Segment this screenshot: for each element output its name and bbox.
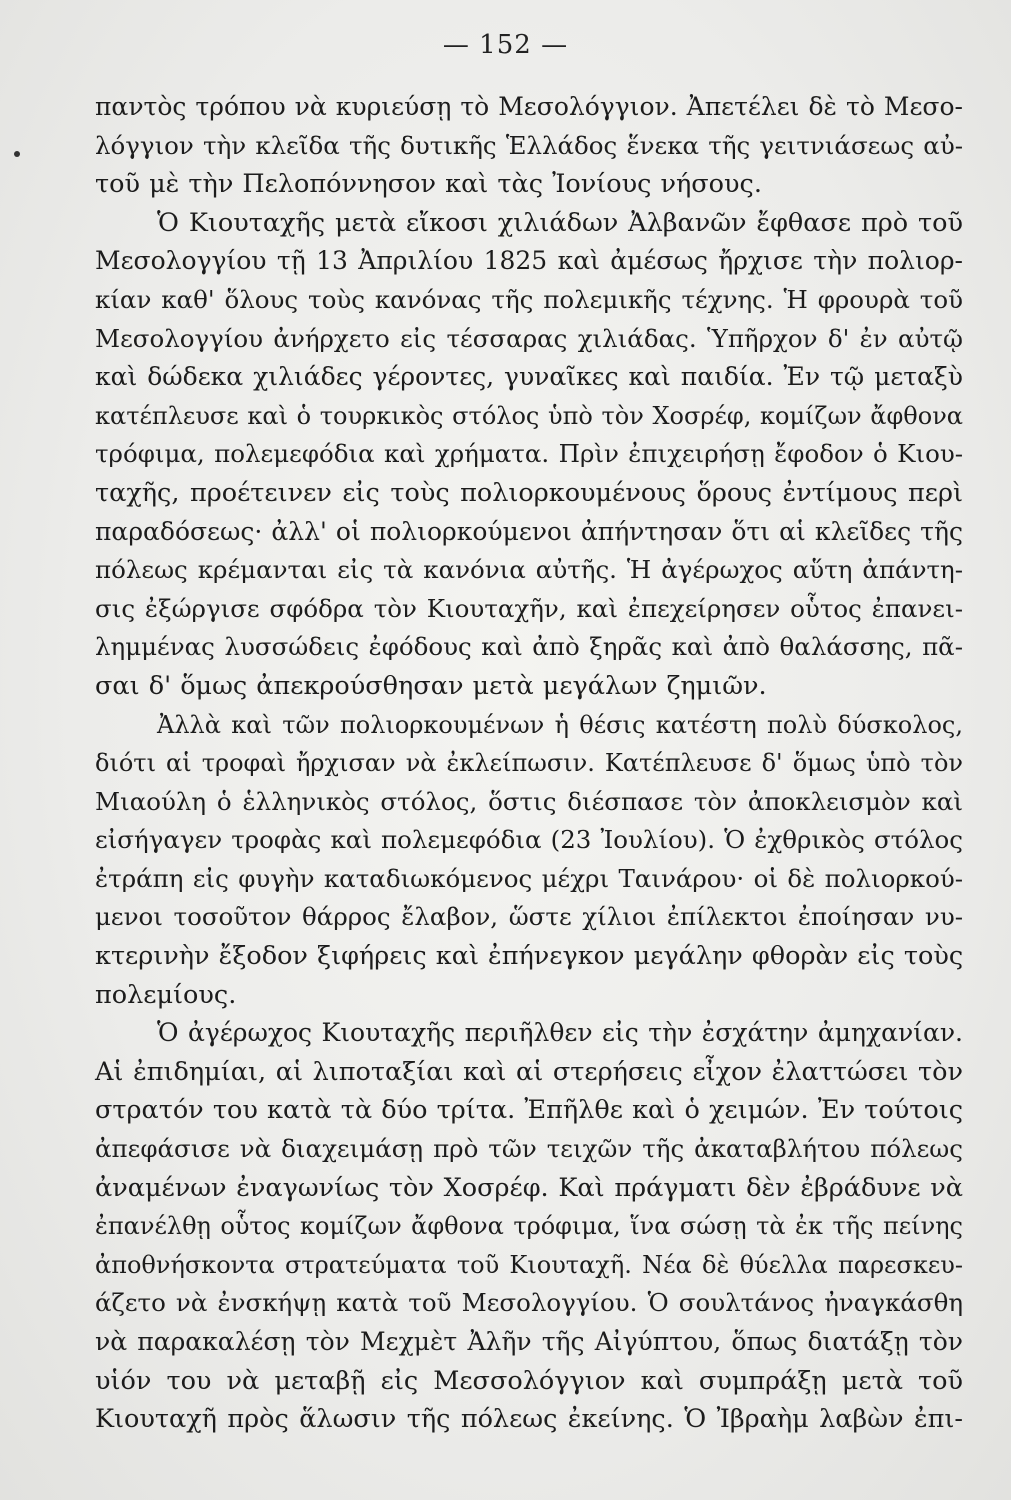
text-line: νὰ παρακαλέσῃ τὸν Μεχμὲτ Ἀλῆν τῆς Αἰγύπτου, ὅπως διατάξῃ τὸν	[95, 1327, 963, 1356]
text-line: Μιαούλη ὁ ἑλληνικὸς στόλος, ὅστις διέσπασε τὸν ἀποκλεισμὸν καὶ	[95, 786, 963, 816]
text-line: Ὁ Κιουταχῆς μετὰ εἴκοσι χιλιάδων Ἀλβανῶν ἔφθασε πρὸ τοῦ	[157, 207, 963, 238]
text-line: Αἱ ἐπιδημίαι, αἱ λιποταξίαι καὶ αἱ στερήσεις εἶχον ἐλαττώσει τὸν	[95, 1056, 963, 1087]
body-text	[95, 88, 963, 1439]
text-line: στρατόν του κατὰ τὰ δύο τρίτα. Ἐπῆλθε καὶ ὁ χειμών. Ἐν τούτοις	[95, 1095, 963, 1126]
text-line: πόλεως κρέμανται εἰς τὰ κανόνια αὐτῆς. Ἡ ἀγέρωχος αὕτη ἀπάντη-	[95, 555, 963, 585]
text-line: τρόφιμα, πολεμεφόδια καὶ χρήματα. Πρὶν ἐπιχειρήσῃ ἔφοδον ὁ Κιου-	[95, 439, 963, 469]
text-line: μενοι τοσοῦτον θάρρος ἔλαβον, ὥστε χίλιοι ἐπίλεκτοι ἐποίησαν νυ-	[95, 902, 963, 932]
text-line: παραδόσεως· ἀλλ' οἱ πολιορκούμενοι ἀπήντησαν ὅτι αἱ κλεῖδες τῆς	[95, 516, 963, 546]
text-line: Ἀλλὰ καὶ τῶν πολιορκουμένων ἡ θέσις κατέστη πολὺ δύσκολος,	[157, 710, 963, 739]
text-line: άζετο νὰ ἐνσκήψῃ κατὰ τοῦ Μεσολογγίου. Ὁ σουλτάνος ἠναγκάσθη	[95, 1288, 963, 1318]
text-line: ἀπεφάσισε νὰ διαχειμάσῃ πρὸ τῶν τειχῶν τῆς ἀκαταβλήτου πόλεως	[95, 1134, 963, 1164]
text-line: ταχῆς, προέτεινεν εἰς τοὺς πολιορκουμένους ὅρους ἐντίμους περὶ	[95, 477, 963, 508]
text-line: λόγγιον τὴν κλεῖδα τῆς δυτικῆς Ἑλλάδος ἕνεκα τῆς γειτνιάσεως αὐ-	[95, 130, 963, 160]
text-line: λημμένας λυσσώδεις ἐφόδους καὶ ἀπὸ ξηρᾶς καὶ ἀπὸ θαλάσσης, πᾶ-	[95, 632, 963, 662]
text-line: κατέπλευσε καὶ ὁ τουρκικὸς στόλος ὑπὸ τὸν Χοσρέφ, κομίζων ἄφθονα	[95, 401, 963, 430]
text-line: διότι αἱ τροφαὶ ἤρχισαν νὰ ἐκλείπωσιν. Κατέπλευσε δ' ὅμως ὑπὸ τὸν	[95, 749, 963, 778]
text-line: τοῦ μὲ τὴν Πελοπόννησον καὶ τὰς Ἰονίους νήσους.	[95, 169, 762, 200]
text-line: παντὸς τρόπου νὰ κυριεύσῃ τὸ Μεσολόγγιον. Ἀπετέλει δὲ τὸ Μεσο-	[95, 92, 963, 121]
text-line: ἐπανέλθῃ οὗτος κομίζων ἄφθονα τρόφιμα, ἵνα σώσῃ τὰ ἐκ τῆς πείνης	[95, 1212, 963, 1241]
text-line: Μεσολογγίου ἀνήρχετο εἰς τέσσαρας χιλιάδας. Ὑπῆρχον δ' ἐν αὐτῷ	[95, 323, 963, 353]
text-line: πολεμίους.	[95, 979, 237, 1010]
text-line: Μεσολογγίου τῇ 13 Ἀπριλίου 1825 καὶ ἀμέσως ἤρχισε τὴν πολιορ-	[95, 246, 963, 276]
page-number: — 152 —	[442, 30, 569, 60]
text-line: σαι δ' ὅμως ἀπεκρούσθησαν μετὰ μεγάλων ζημιῶν.	[95, 670, 767, 701]
text-line: καὶ δώδεκα χιλιάδες γέροντες, γυναῖκες καὶ παιδία. Ἐν τῷ μεταξὺ	[95, 362, 963, 392]
margin-mark	[14, 151, 20, 157]
text-line: ἀναμένων ἐναγωνίως τὸν Χοσρέφ. Καὶ πράγματι δὲν ἐβράδυνε νὰ	[95, 1172, 963, 1203]
text-line: Κιουταχῆ πρὸς ἅλωσιν τῆς πόλεως ἐκείνης. Ὁ Ἰβραὴμ λαβὼν ἐπι-	[95, 1404, 963, 1435]
text-line: κίαν καθ' ὅλους τοὺς κανόνας τῆς πολεμικῆς τέχνης. Ἡ φρουρὰ τοῦ	[95, 284, 963, 314]
text-line: ἀποθνήσκοντα στρατεύματα τοῦ Κιουταχῆ. Νέα δὲ θύελλα παρεσκευ-	[95, 1250, 963, 1279]
text-line: Ὁ ἀγέρωχος Κιουταχῆς περιῆλθεν εἰς τὴν ἐσχάτην ἀμηχανίαν.	[157, 1018, 963, 1048]
text-line: κτερινὴν ἔξοδον ξιφήρεις καὶ ἐπήνεγκον μεγάλην φθορὰν εἰς τοὺς	[95, 941, 964, 972]
text-line: εἰσήγαγεν τροφὰς καὶ πολεμεφόδια (23 Ἰουλίου). Ὁ ἐχθρικὸς στόλος	[95, 825, 963, 855]
text-line: σις ἐξώργισε σφόδρα τὸν Κιουταχῆν, καὶ ἐπεχείρησεν οὗτος ἐπανει-	[95, 593, 963, 623]
text-line: υἱόν του νὰ μεταβῇ εἰς Μεσσολόγγιον καὶ συμπράξῃ μετὰ τοῦ	[95, 1365, 963, 1396]
text-line: ἐτράπη εἰς φυγὴν καταδιωκόμενος μέχρι Ταινάρου· οἱ δὲ πολιορκού-	[95, 863, 963, 893]
